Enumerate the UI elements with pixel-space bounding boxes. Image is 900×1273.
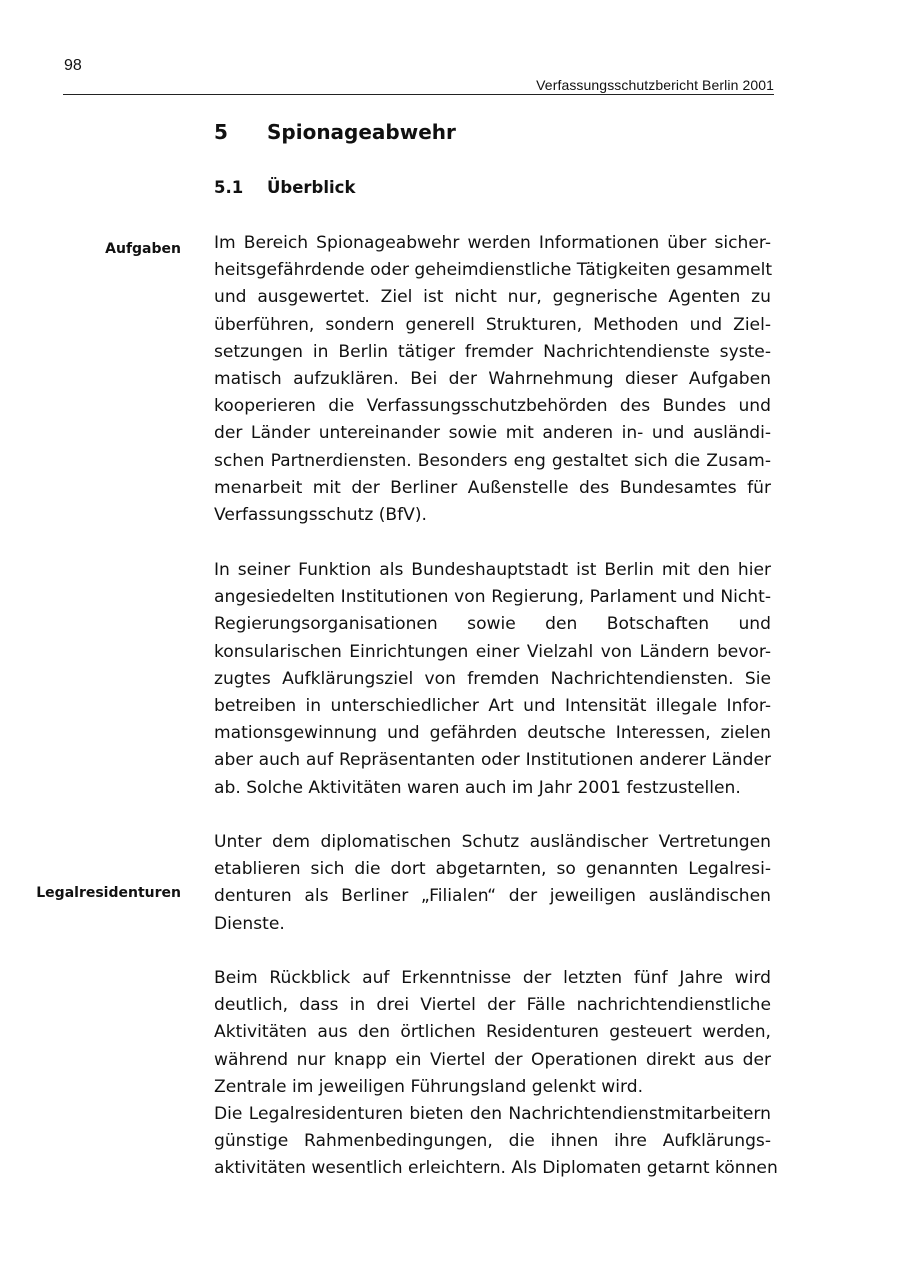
text-line: während nur knapp ein Viertel der Operationen direkt aus der (214, 1049, 771, 1070)
text-line: deutlich, dass in drei Viertel der Fälle nachrichtendienstliche (214, 995, 771, 1016)
paragraph (214, 829, 771, 938)
text-line: menarbeit mit der Berliner Außenstelle des Bundesamtes für (214, 477, 771, 498)
text-line: Regierungsorganisationen sowie den Botschaften und (214, 614, 771, 635)
text-line: heitsgefährdende oder geheimdienstliche Tätigkeiten gesammelt (214, 260, 773, 281)
chapter-title: Spionageabwehr (267, 120, 456, 144)
page-number: 98 (64, 57, 82, 74)
text-line: Zentrale im jeweiligen Führungsland gelenkt wird. (214, 1076, 644, 1097)
text-line: matisch aufzuklären. Bei der Wahrnehmung dieser Aufgaben (214, 368, 771, 389)
paragraph (214, 230, 771, 529)
text-line: aktivitäten wesentlich erleichtern. Als Diplomaten getarnt können (214, 1158, 778, 1179)
text-line: der Länder untereinander sowie mit anderen in- und ausländi- (214, 423, 771, 444)
text-line: ab. Solche Aktivitäten waren auch im Jahr 2001 festzustellen. (214, 777, 741, 798)
chapter-number: 5 (214, 120, 228, 144)
chapter-heading (214, 120, 456, 144)
section-heading (214, 178, 355, 197)
text-line: angesiedelten Institutionen von Regierung, Parlament und Nicht- (214, 587, 771, 608)
text-line: setzungen in Berlin tätiger fremder Nachrichtendienste syste- (214, 341, 771, 362)
text-line: In seiner Funktion als Bundeshauptstadt ist Berlin mit den hier (214, 560, 771, 580)
text-line: Unter dem diplomatischen Schutz ausländischer Vertretungen (214, 832, 771, 852)
text-line: Die Legalresidenturen bieten den Nachrichtendienstmitarbeitern (214, 1104, 771, 1124)
paragraph (214, 1101, 778, 1183)
text-line: Verfassungsschutz (BfV). (214, 504, 427, 525)
section-title: Überblick (267, 178, 356, 197)
text-line: konsularischen Einrichtungen einer Vielzahl von Ländern bevor- (214, 641, 771, 662)
text-line: kooperieren die Verfassungsschutzbehörden des Bundes und (214, 396, 771, 417)
text-line: überführen, sondern generell Strukturen, Methoden und Ziel- (214, 314, 771, 335)
text-line: betreiben in unterschiedlicher Art und Intensität illegale Infor- (214, 695, 771, 716)
text-line: Dienste. (214, 913, 285, 934)
section-number: 5.1 (214, 178, 244, 197)
text-line: schen Partnerdiensten. Besonders eng gestaltet sich die Zusam- (214, 450, 771, 471)
paragraph (214, 965, 771, 1101)
text-line: und ausgewertet. Ziel ist nicht nur, gegnerische Agenten zu (214, 287, 771, 308)
text-line: etablieren sich die dort abgetarnten, so genannten Legalresi- (214, 859, 771, 880)
running-header: Verfassungsschutzbericht Berlin 2001 (63, 77, 774, 95)
paragraph (214, 557, 771, 802)
text-line: Aktivitäten aus den örtlichen Residenturen gesteuert werden, (214, 1022, 771, 1043)
text-line: Beim Rückblick auf Erkenntnisse der letzten fünf Jahre wird (214, 968, 771, 988)
margin-note-aufgaben: Aufgaben (105, 241, 181, 257)
text-line: aber auch auf Repräsentanten oder Institutionen anderer Länder (214, 750, 771, 771)
text-line: denturen als Berliner „Filialen“ der jeweiligen ausländischen (214, 886, 771, 907)
text-line: Im Bereich Spionageabwehr werden Informationen über sicher- (214, 233, 771, 253)
margin-note-legalresidenturen: Legalresidenturen (36, 885, 181, 901)
text-line: zugtes Aufklärungsziel von fremden Nachrichtendiensten. Sie (214, 668, 771, 689)
text-line: günstige Rahmenbedingungen, die ihnen ihre Aufklärungs- (214, 1131, 771, 1152)
text-line: mationsgewinnung und gefährden deutsche Interessen, zielen (214, 723, 771, 744)
